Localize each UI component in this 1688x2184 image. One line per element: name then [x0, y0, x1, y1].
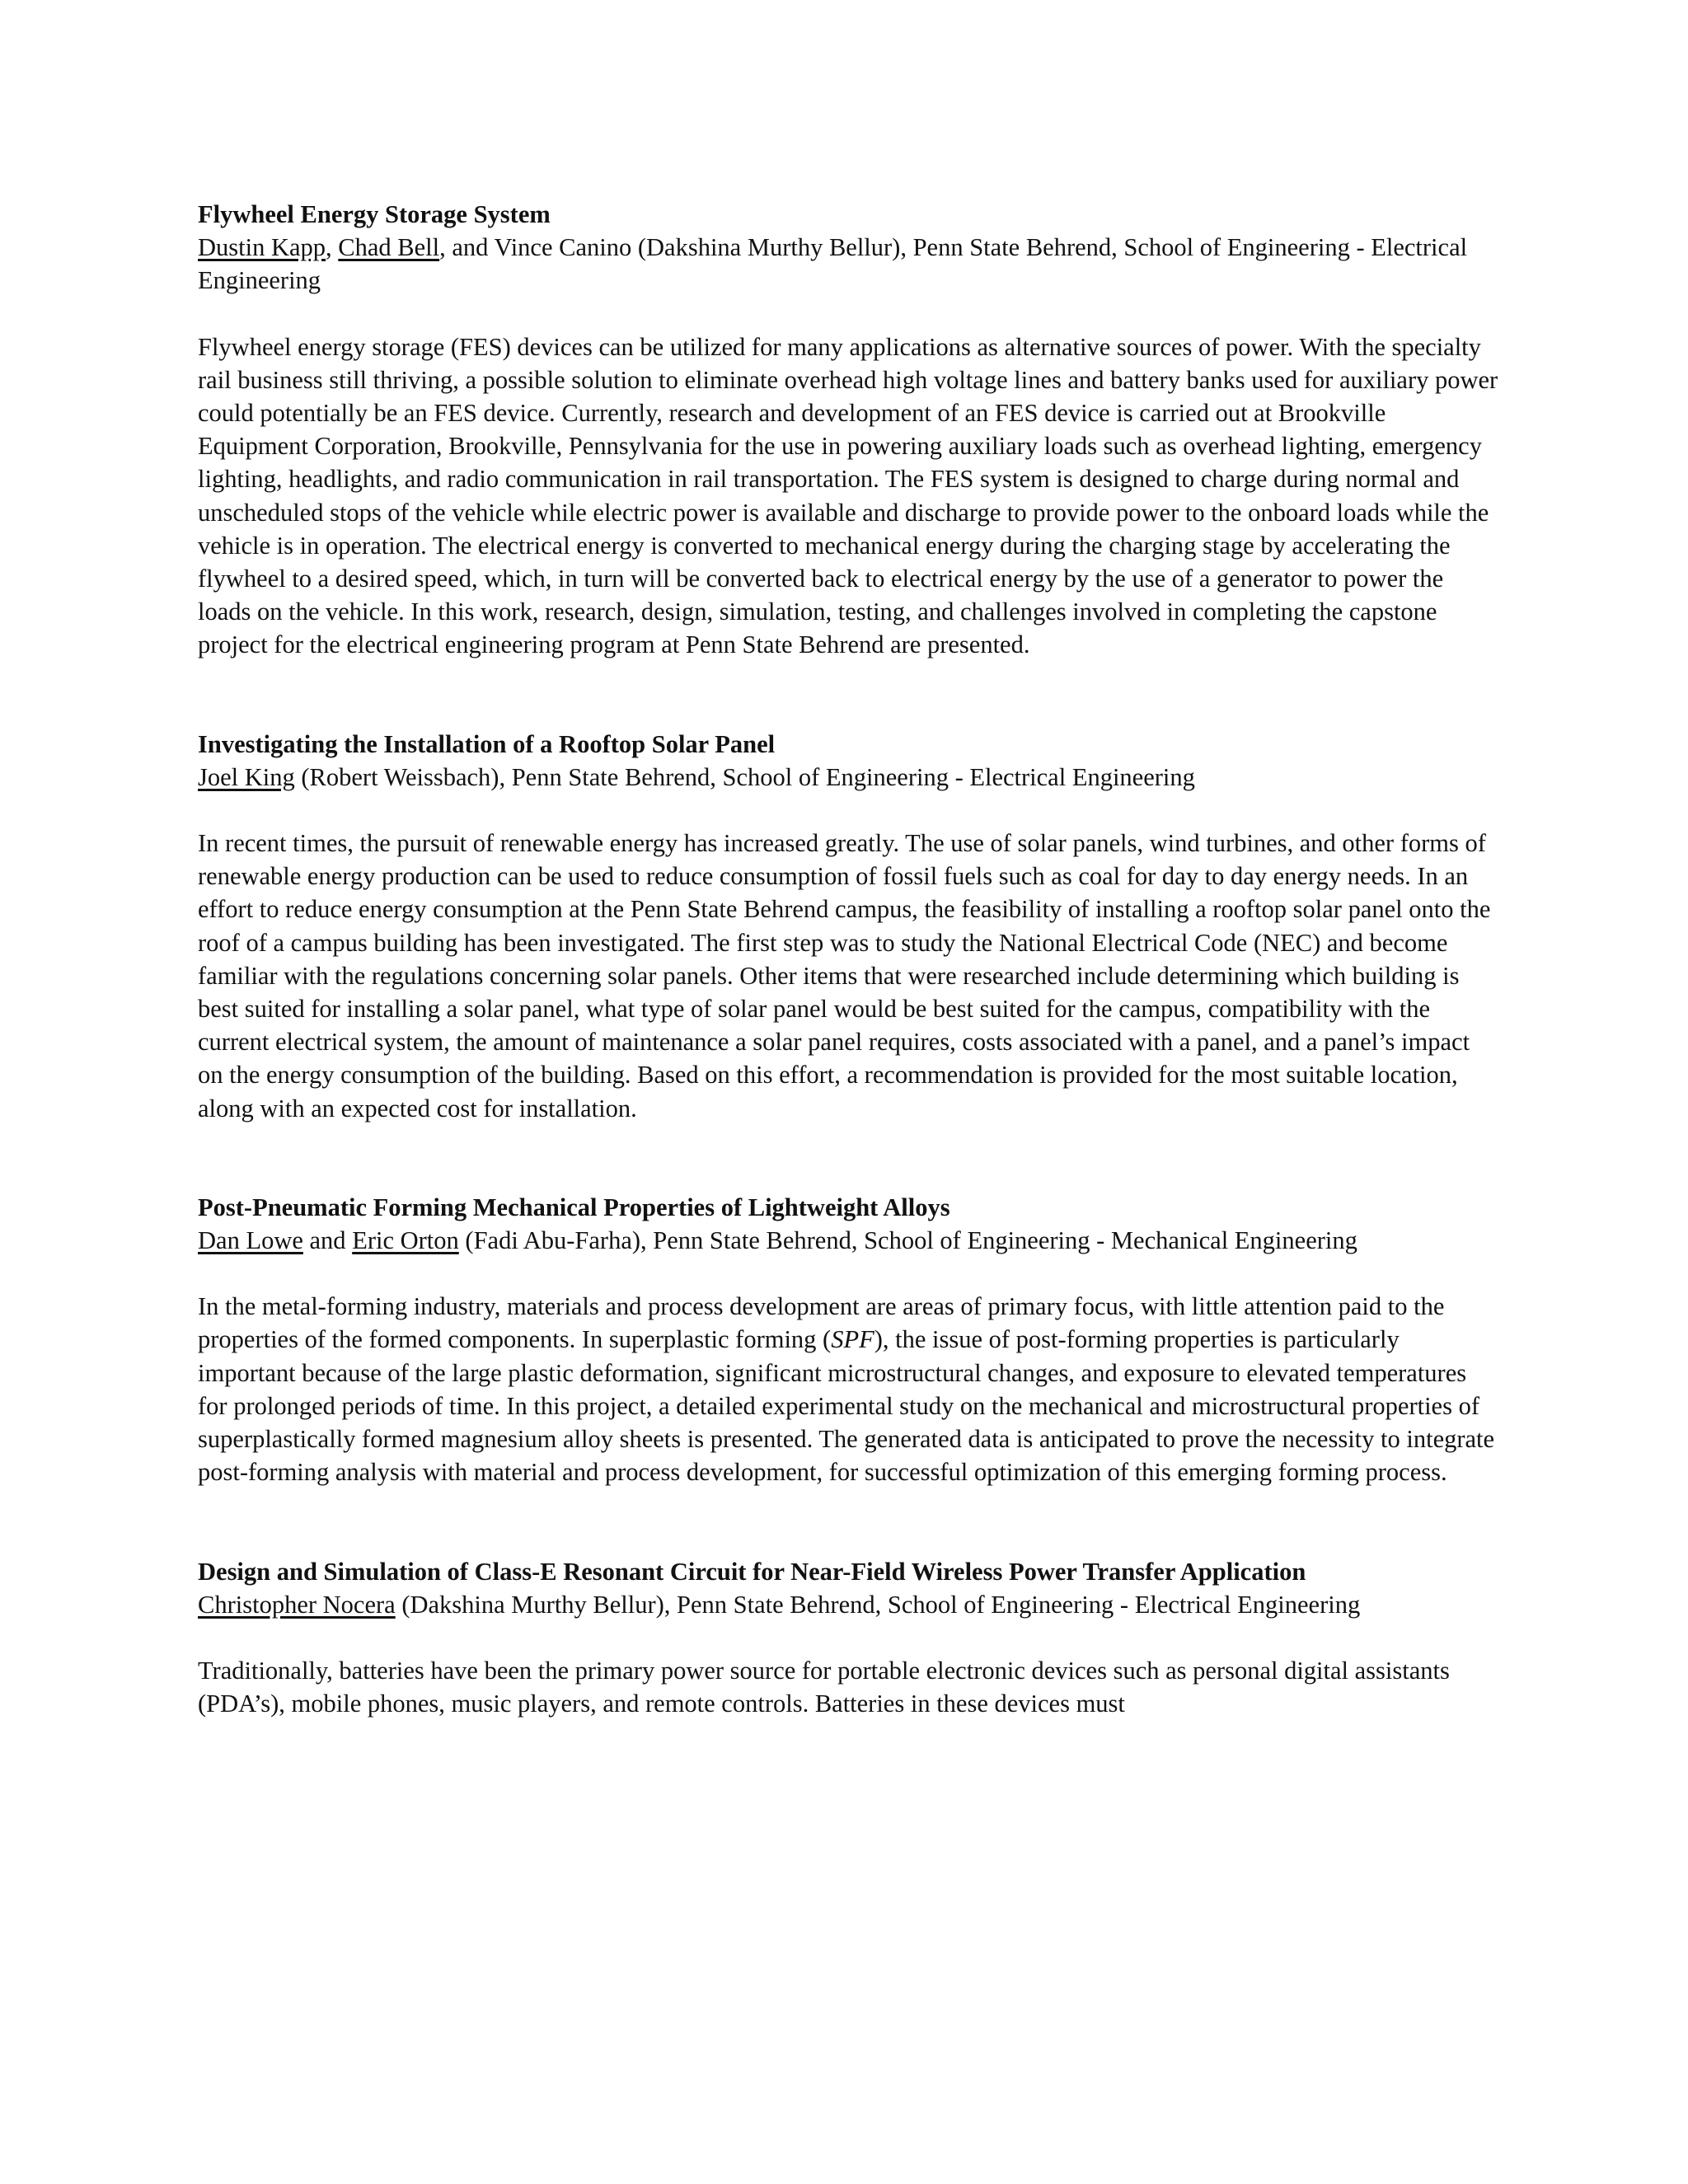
- affiliation-text: (Fadi Abu-Farha), Penn State Behrend, School of Engineering - Mechanical Engineering: [458, 1226, 1357, 1255]
- entry-title: Design and Simulation of Class-E Resonant Circuit for Near-Field Wireless Power Transfer Application: [198, 1557, 1306, 1586]
- author-name: Chad Bell: [338, 233, 440, 262]
- entry-title: Post-Pneumatic Forming Mechanical Properties of Lightweight Alloys: [198, 1193, 950, 1221]
- author-separator: and: [302, 1226, 353, 1255]
- author-name: Dustin Kapp: [198, 233, 326, 262]
- abstract-text: Traditionally, batteries have been the primary power source for portable electronic devices such as personal digital assistants (PDA’s), mobile phones, music players, and remote controls. Batteries in these devices must: [198, 1656, 1450, 1718]
- entry-title: Investigating the Installation of a Rooftop Solar Panel: [198, 729, 776, 758]
- entry-authors: [198, 1224, 1500, 1257]
- abstract-entry: [198, 1555, 1500, 1721]
- abstract-text: In recent times, the pursuit of renewable energy has increased greatly. The use of solar panels, wind turbines, and other forms of renewable energy production can be used to reduce consumption of fossil fuels such as coal for day to day energy needs. In an effort to reduce energy consumption at the Penn State Behrend campus, the feasibility of installing a rooftop solar panel onto the roof of a campus building has been investigated. The first step was to study the National Electrical Code (NEC) and become familiar with the regulations concerning solar panels. Other items that were researched include determining which building is best suited for installing a solar panel, what type of solar panel would be best suited for the campus, compatibility with the current electrical system, the amount of maintenance a solar panel requires, costs associated with a panel, and a panel’s impact on the energy consumption of the building. Based on this effort, a recommendation is provided for the most suitable location, along with an expected cost for installation.: [198, 829, 1491, 1122]
- abstract-text: ), the issue of post-forming properties is particularly important because of the large plastic deformation, significant microstructural changes, and exposure to elevated temperatures for prolonged periods of time. In this project, a detailed experimental study on the mechanical and microstructural properties of superplastically formed magnesium alloy sheets is presented. The generated data is anticipated to prove the necessity to integrate post-forming analysis with material and process development, for successful optimization of this emerging forming process.: [198, 1325, 1495, 1487]
- entry-authors: [198, 761, 1500, 794]
- entry-authors: [198, 1588, 1500, 1621]
- author-name: Eric Orton: [352, 1226, 459, 1255]
- affiliation-text: (Robert Weissbach), Penn State Behrend, School of Engineering - Electrical Engineering: [294, 762, 1195, 791]
- author-separator: ,: [326, 233, 339, 262]
- abstract-text: Flywheel energy storage (FES) devices can be utilized for many applications as alternative sources of power. With the specialty rail business still thriving, a possible solution to eliminate overhead high voltage lines and battery banks used for auxiliary power could potentially be an FES device. Currently, research and development of an FES device is carried out at Brookville Equipment Corporation, Brookville, Pennsylvania for the use in powering auxiliary loads such as overhead lighting, emergency lighting, headlights, and radio communication in rail transportation. The FES system is designed to charge during normal and unscheduled stops of the vehicle while electric power is available and discharge to provide power to the onboard loads while the vehicle is in operation. The electrical energy is converted to mechanical energy during the charging stage by accelerating the flywheel to a desired speed, which, in turn will be converted back to electrical energy by the use of a generator to power the loads on the vehicle. In this work, research, design, simulation, testing, and challenges involved in completing the capstone project for the electrical engineering program at Penn State Behrend are presented.: [198, 332, 1498, 659]
- abstract-entry: [198, 1191, 1500, 1489]
- entry-abstract: [198, 827, 1500, 1125]
- author-name: Joel King: [198, 762, 295, 791]
- affiliation-text: , and Vince Canino (Dakshina Murthy Bellur), Penn State Behrend, School of Engineering - Electrical Engineering: [198, 233, 1468, 295]
- document-page: [198, 198, 1500, 1720]
- abstract-entry: [198, 198, 1500, 662]
- author-name: Christopher Nocera: [198, 1590, 396, 1619]
- author-name: Dan Lowe: [198, 1226, 303, 1255]
- entry-abstract: [198, 1290, 1500, 1488]
- abstract-entry: [198, 728, 1500, 1125]
- entry-abstract: [198, 330, 1500, 662]
- entry-authors: [198, 231, 1500, 297]
- entry-title: Flywheel Energy Storage System: [198, 200, 551, 228]
- abstract-italic-text: SPF: [831, 1325, 874, 1354]
- entry-abstract: [198, 1654, 1500, 1720]
- abstract-text: In the metal-forming industry, materials and process development are areas of primary focus, with little attention paid to the properties of the formed components. In superplastic forming (: [198, 1292, 1445, 1354]
- affiliation-text: (Dakshina Murthy Bellur), Penn State Behrend, School of Engineering - Electrical Engineering: [395, 1590, 1361, 1619]
